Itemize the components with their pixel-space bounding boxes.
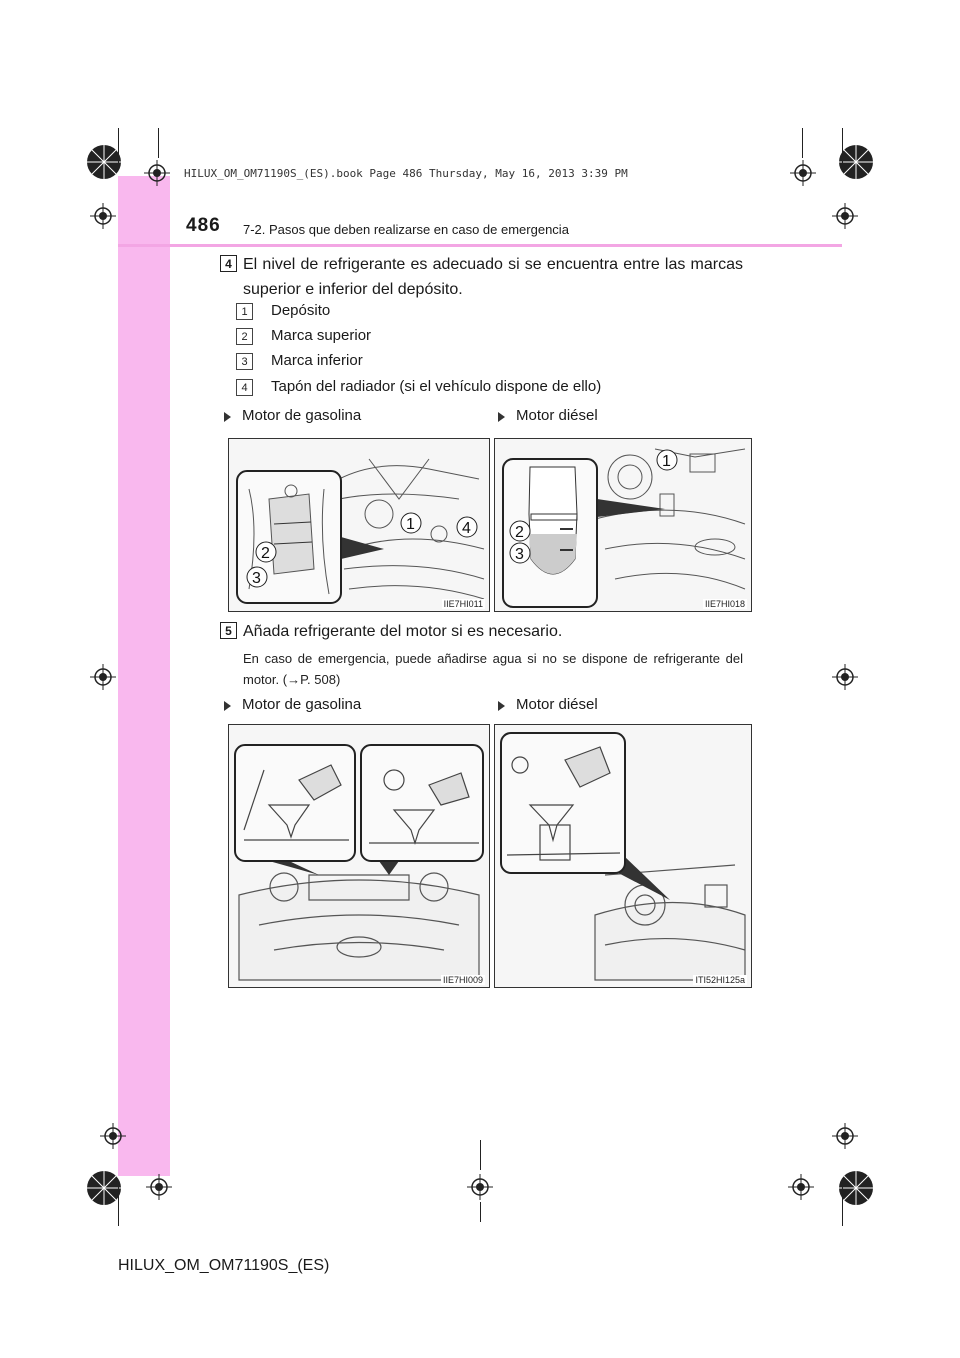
figure-code: IIE7HI009 bbox=[442, 975, 483, 985]
bullet-diesel: Motor diésel bbox=[516, 407, 598, 424]
header-rule bbox=[118, 244, 842, 247]
figure-code: ITI52HI125a bbox=[695, 975, 745, 985]
figure-gasoline-add-coolant bbox=[228, 724, 490, 988]
callout-number: 2 bbox=[236, 328, 253, 345]
crosshair-icon bbox=[146, 1174, 172, 1200]
crosshair-icon bbox=[832, 203, 858, 229]
crosshair-icon bbox=[90, 664, 116, 690]
bullet-arrow-icon bbox=[498, 701, 505, 711]
bullet-gasoline: Motor de gasolina bbox=[242, 407, 362, 424]
figure-code: IIE7HI011 bbox=[443, 599, 483, 609]
callout-1: 1 bbox=[406, 516, 415, 533]
step-number-4: 4 bbox=[220, 255, 237, 272]
callout-number: 3 bbox=[236, 353, 253, 370]
crosshair-icon bbox=[90, 203, 116, 229]
callout-2: 2 bbox=[261, 545, 270, 562]
figure-diesel-reservoir bbox=[494, 438, 752, 612]
bullet-arrow-icon bbox=[224, 701, 231, 711]
figure-diesel-add-coolant bbox=[494, 724, 752, 988]
item-label: Depósito bbox=[271, 302, 331, 319]
side-tab-band bbox=[118, 176, 170, 1176]
crosshair-icon bbox=[144, 160, 170, 186]
page-number: 486 bbox=[186, 215, 221, 236]
callout-4: 4 bbox=[462, 520, 471, 537]
callout-2: 2 bbox=[515, 524, 524, 541]
footer-doc-id: HILUX_OM_OM71190S_(ES) bbox=[118, 1257, 330, 1274]
section-title: 7-2. Pasos que deben realizarse en caso de emergencia bbox=[243, 222, 569, 237]
bullet-arrow-icon bbox=[224, 412, 231, 422]
callout-1: 1 bbox=[662, 453, 671, 470]
callout-3: 3 bbox=[252, 570, 261, 587]
crosshair-icon bbox=[788, 1174, 814, 1200]
crosshair-icon bbox=[832, 664, 858, 690]
crosshair-icon bbox=[832, 1123, 858, 1149]
crosshair-icon bbox=[467, 1174, 493, 1200]
engine-illustration bbox=[229, 725, 489, 987]
figure-code: IIE7HI018 bbox=[704, 599, 745, 609]
item-label: Marca inferior bbox=[271, 352, 363, 369]
engine-illustration bbox=[495, 725, 751, 987]
figure-gasoline-reservoir bbox=[228, 438, 490, 612]
print-info: HILUX_OM_OM71190S_(ES).book Page 486 Thursday, May 16, 2013 3:39 PM bbox=[184, 167, 628, 180]
crosshair-icon bbox=[100, 1123, 126, 1149]
bullet-diesel: Motor diésel bbox=[516, 696, 598, 713]
bullet-arrow-icon bbox=[498, 412, 505, 422]
bullet-gasoline: Motor de gasolina bbox=[242, 696, 362, 713]
item-label: Tapón del radiador (si el vehículo dispone de ello) bbox=[271, 378, 602, 395]
step4-text: El nivel de refrigerante es adecuado si se encuentra entre las marcas superior e inferior del depósito. bbox=[243, 256, 743, 298]
item-label: Marca superior bbox=[271, 327, 372, 344]
callout-3: 3 bbox=[515, 546, 524, 563]
step5-note: En caso de emergencia, puede añadirse agua si no se dispone de refrigerante del motor. (→P. 508) bbox=[243, 651, 743, 687]
step-number-5: 5 bbox=[220, 622, 237, 639]
crosshair-icon bbox=[790, 160, 816, 186]
step5-text: Añada refrigerante del motor si es necesario. bbox=[243, 623, 563, 640]
engine-illustration bbox=[229, 439, 489, 611]
engine-illustration bbox=[495, 439, 751, 611]
callout-number: 1 bbox=[236, 303, 253, 320]
callout-number: 4 bbox=[236, 379, 253, 396]
